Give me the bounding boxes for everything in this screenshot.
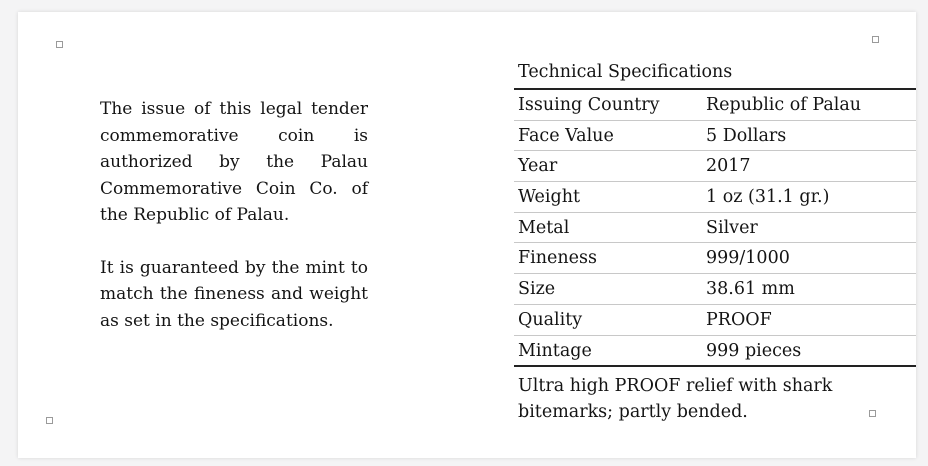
intro-text	[100, 96, 368, 334]
spec-label: Size	[518, 279, 556, 300]
spec-value: 999/1000	[706, 248, 790, 269]
spec-value: PROOF	[706, 309, 772, 330]
spec-label: Weight	[518, 187, 581, 208]
spec-value: 999 pieces	[706, 340, 802, 361]
spec-label: Fineness	[518, 248, 597, 269]
spec-row-size	[514, 274, 916, 305]
spec-label: Year	[518, 156, 558, 177]
document-page	[18, 12, 916, 458]
intro-paragraph-guarantee: It is guaranteed by the mint to match the fineness and weight as set in the specifications.	[100, 257, 368, 331]
spec-label: Mintage	[518, 340, 592, 361]
spec-value: 38.61 mm	[706, 279, 795, 300]
spec-row-mintage	[514, 336, 916, 368]
specs-note: Ultra high PROOF relief with shark bitemarks; partly bended.	[518, 376, 833, 423]
spec-value: Republic of Palau	[706, 95, 862, 115]
corner-mark-icon	[56, 41, 63, 48]
spec-row-year	[514, 151, 916, 182]
spec-value: 2017	[706, 156, 751, 177]
spec-label: Metal	[518, 217, 570, 238]
spec-row-issuing-country	[514, 90, 916, 121]
specs-table	[514, 60, 916, 425]
spec-row-quality	[514, 305, 916, 336]
spec-label: Face Value	[518, 125, 614, 146]
spec-label: Issuing Country	[518, 95, 660, 115]
spec-row-face-value	[514, 121, 916, 152]
corner-mark-icon	[46, 417, 53, 424]
specs-title: Technical Specifications	[514, 60, 916, 90]
spec-row-fineness	[514, 243, 916, 274]
spec-value: 5 Dollars	[706, 125, 787, 146]
spec-label: Quality	[518, 309, 583, 330]
spec-value: 1 oz (31.1 gr.)	[706, 187, 830, 208]
corner-mark-icon	[872, 36, 879, 43]
spec-value: Silver	[706, 217, 758, 238]
intro-paragraph-authorization: The issue of this legal tender commemorative coin is authorized by the Palau Commemorative Coin Co. of the Republic of Palau.	[100, 99, 368, 225]
spec-row-metal	[514, 213, 916, 244]
spec-row-weight	[514, 182, 916, 213]
